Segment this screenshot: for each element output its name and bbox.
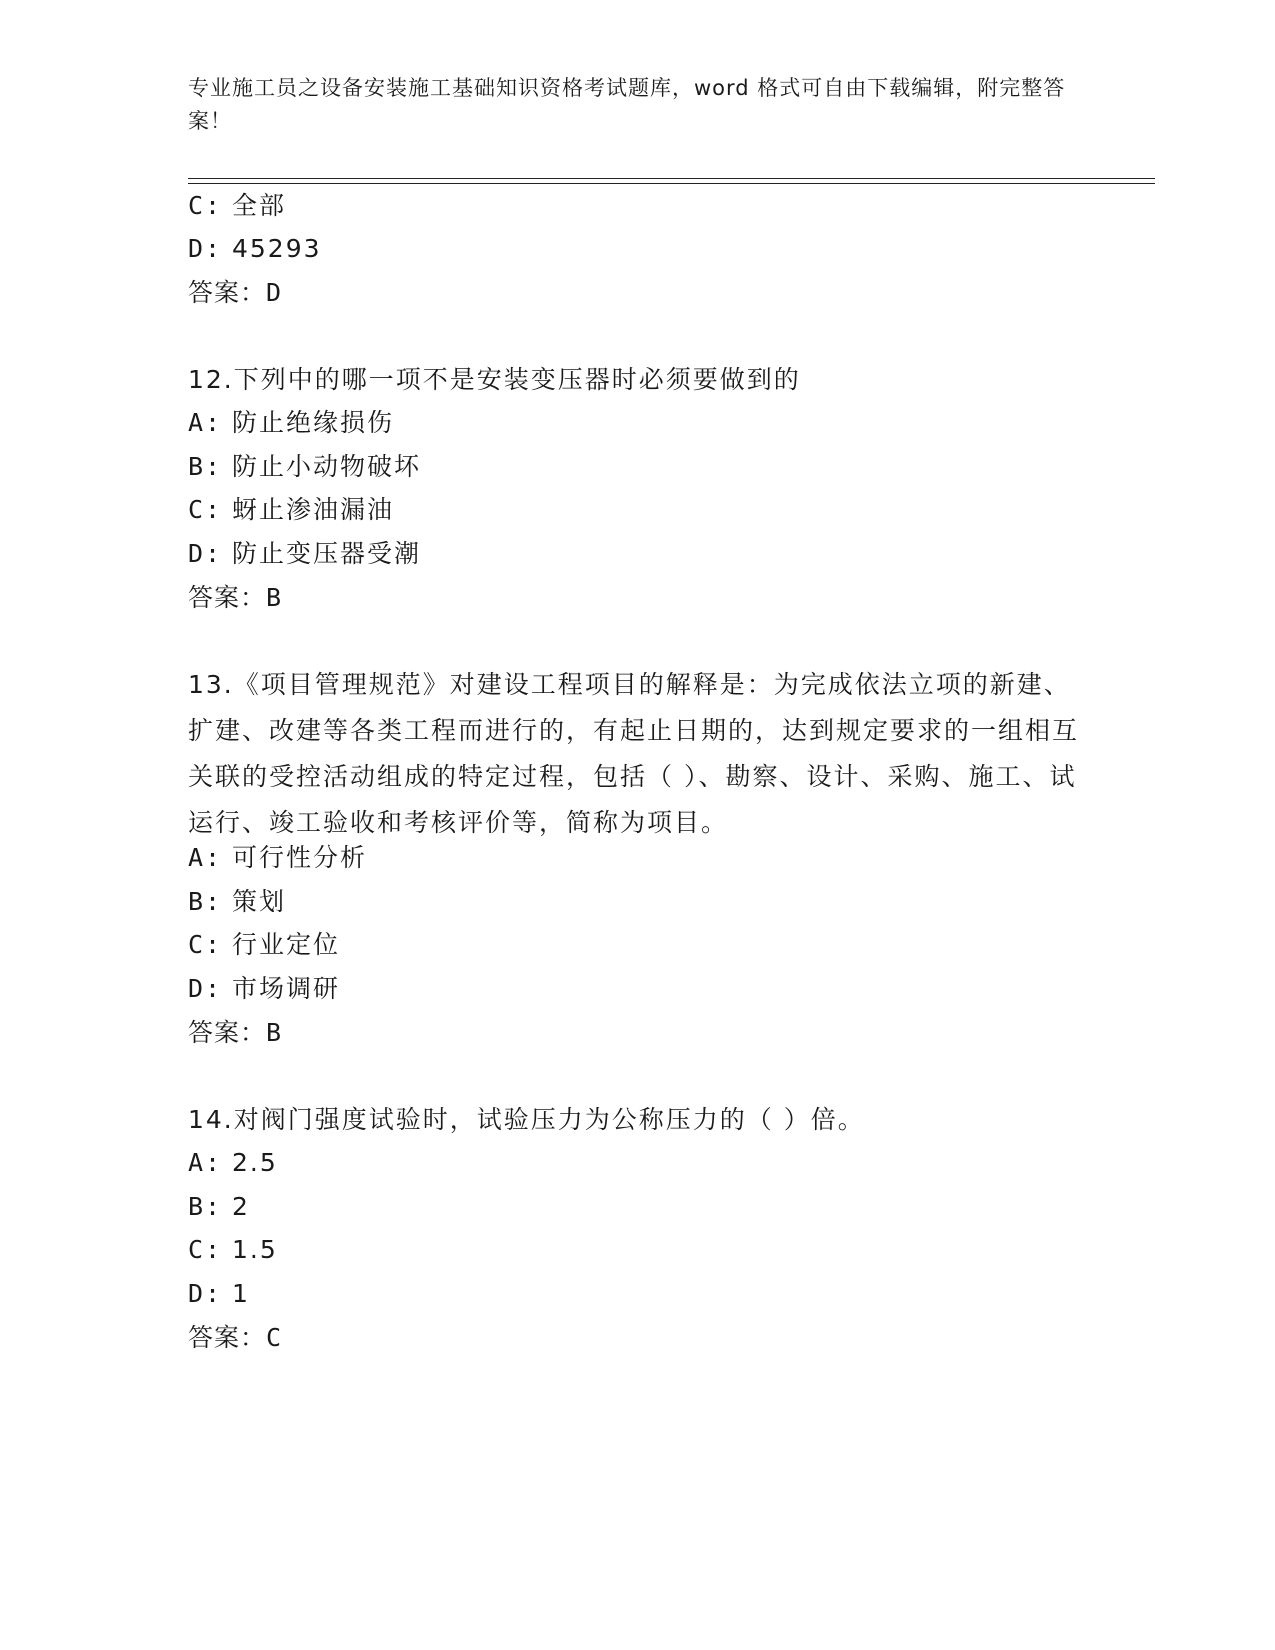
option-text: 2.5 [232,1148,278,1177]
q14-stem: 14.对阀门强度试验时，试验压力为公称压力的（ ）倍。 [188,1105,865,1134]
answer-prefix: 答案： [188,1018,267,1047]
q12-option-d [188,539,421,569]
option-label: B: [188,1192,223,1221]
option-text: 全部 [232,191,287,220]
option-label: B: [188,452,223,481]
option-label: D: [188,234,223,263]
option-label: B: [188,887,223,916]
option-label: C: [188,1235,223,1264]
q13-option-b [188,887,286,917]
q12-option-b [188,452,421,482]
q14-option-b [188,1192,250,1222]
option-text: 防止绝缘损伤 [232,408,395,437]
option-label: C: [188,495,223,524]
option-text: 蚜止渗油漏油 [232,495,395,524]
q14-option-a [188,1148,278,1178]
q12-answer [188,583,282,613]
q12-stem: 12.下列中的哪一项不是安装变压器时必须要做到的 [188,365,801,394]
option-text: 可行性分析 [232,843,368,872]
option-text: 防止变压器受潮 [232,539,422,568]
q13-answer [188,1018,282,1048]
answer-value: B [266,1018,283,1047]
option-text: 行业定位 [232,930,341,959]
answer-value: D [266,278,283,307]
q13-option-a [188,843,367,873]
header-divider-bottom [188,183,1155,184]
option-text: 市场调研 [232,974,341,1003]
answer-prefix: 答案： [188,583,267,612]
answer-prefix: 答案： [188,1323,267,1352]
option-text: 防止小动物破坏 [232,452,422,481]
q11-option-d [188,234,322,264]
option-label: A: [188,843,223,872]
option-label: A: [188,408,223,437]
answer-value: B [266,583,283,612]
option-label: D: [188,1279,223,1308]
option-label: C: [188,930,223,959]
q11-answer [188,278,282,308]
q14-option-c [188,1235,278,1265]
option-text: 45293 [232,234,322,263]
q12-option-a [188,408,394,438]
header-divider-top [188,178,1155,179]
answer-prefix: 答案： [188,278,267,307]
q13-option-d [188,974,340,1004]
option-text: 2 [232,1192,250,1221]
option-text: 策划 [232,887,287,916]
q12-option-c [188,495,394,525]
option-label: D: [188,539,223,568]
option-label: D: [188,974,223,1003]
option-text: 1 [232,1279,250,1308]
option-label: A: [188,1148,223,1177]
answer-value: C [266,1323,283,1352]
q14-option-d [188,1279,250,1309]
q11-option-c [188,191,286,221]
option-label: C: [188,191,223,220]
document-header: 专业施工员之设备安装施工基础知识资格考试题库，word 格式可自由下载编辑，附完整答案！ [188,76,1066,133]
q14-answer [188,1323,282,1353]
q13-option-c [188,930,340,960]
option-text: 1.5 [232,1235,278,1264]
q13-stem: 13.《项目管理规范》对建设工程项目的解释是：为完成依法立项的新建、扩建、改建等各类工程而进行的，有起止日期的，达到规定要求的一组相互关联的受控活动组成的特定过程，包括（ ）、勘察、设计、采购、施工、试运行、竣工验收和考核评价等，简称为项目。 [188,670,1080,837]
